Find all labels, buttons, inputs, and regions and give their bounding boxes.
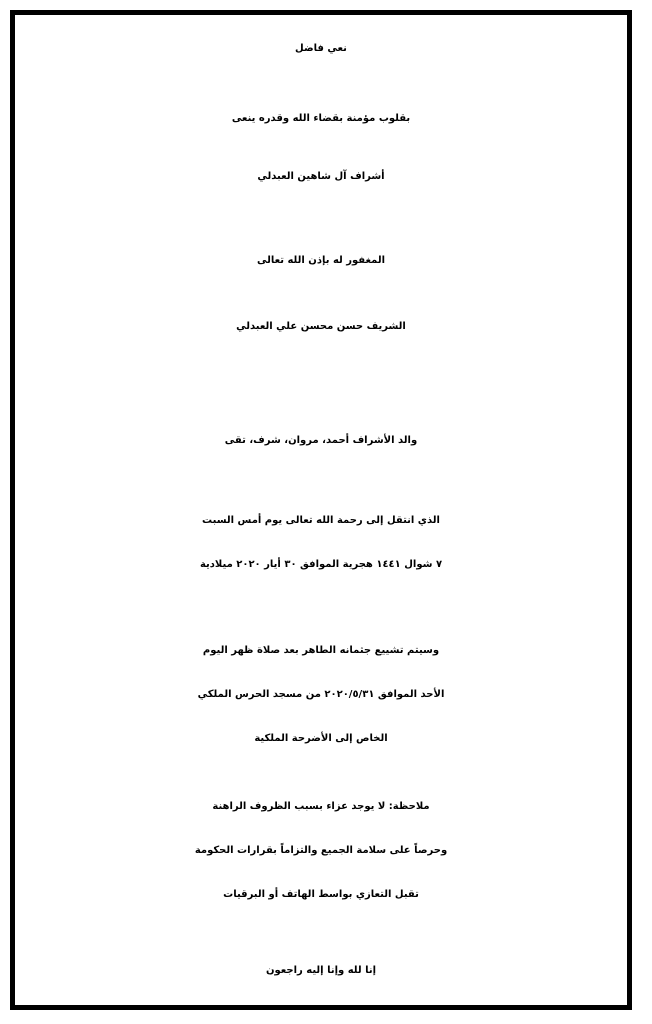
- deceased-name: الشريف حسن محسن علي العبدلي: [236, 321, 406, 332]
- blessing-line: المغفور له بإذن الله تعالى: [256, 255, 386, 266]
- note-line-2: وحرصاً على سلامة الجميع والتزاماً بقرارات الحكومة: [194, 845, 448, 856]
- death-line-2: ٧ شوال ١٤٤١ هجرية الموافق ٣٠ أيار ٢٠٢٠ ميلادية: [199, 559, 443, 570]
- obituary-heading: نعي فاضل: [295, 43, 347, 54]
- death-line-1: الذي انتقل إلى رحمة الله تعالى يوم أمس السبت: [202, 515, 440, 526]
- closing-verse: إنا لله وإنا إليه راجعون: [265, 965, 377, 976]
- funeral-line-1: وسيتم تشييع جثمانه الطاهر بعد صلاة ظهر اليوم: [202, 645, 440, 656]
- funeral-line-2: الأحد الموافق ٢٠٢٠/٥/٣١ من مسجد الحرس الملكي: [197, 689, 445, 700]
- intro-line: بقلوب مؤمنة بقضاء الله وقدره ينعى: [231, 113, 411, 124]
- obituary-frame: [10, 10, 632, 1010]
- note-line-1: ملاحظة: لا يوجد عزاء بسبب الظروف الراهنة: [212, 801, 430, 812]
- note-line-3: تقبل التعازي بواسط الهاتف أو البرقيات: [223, 889, 419, 900]
- sons-line: والد الأشراف أحمد، مروان، شرف، تقى: [224, 435, 418, 446]
- family-name: أشراف آل شاهين العبدلي: [257, 171, 385, 182]
- funeral-line-3: الخاص إلى الأضرحة الملكية: [254, 733, 388, 744]
